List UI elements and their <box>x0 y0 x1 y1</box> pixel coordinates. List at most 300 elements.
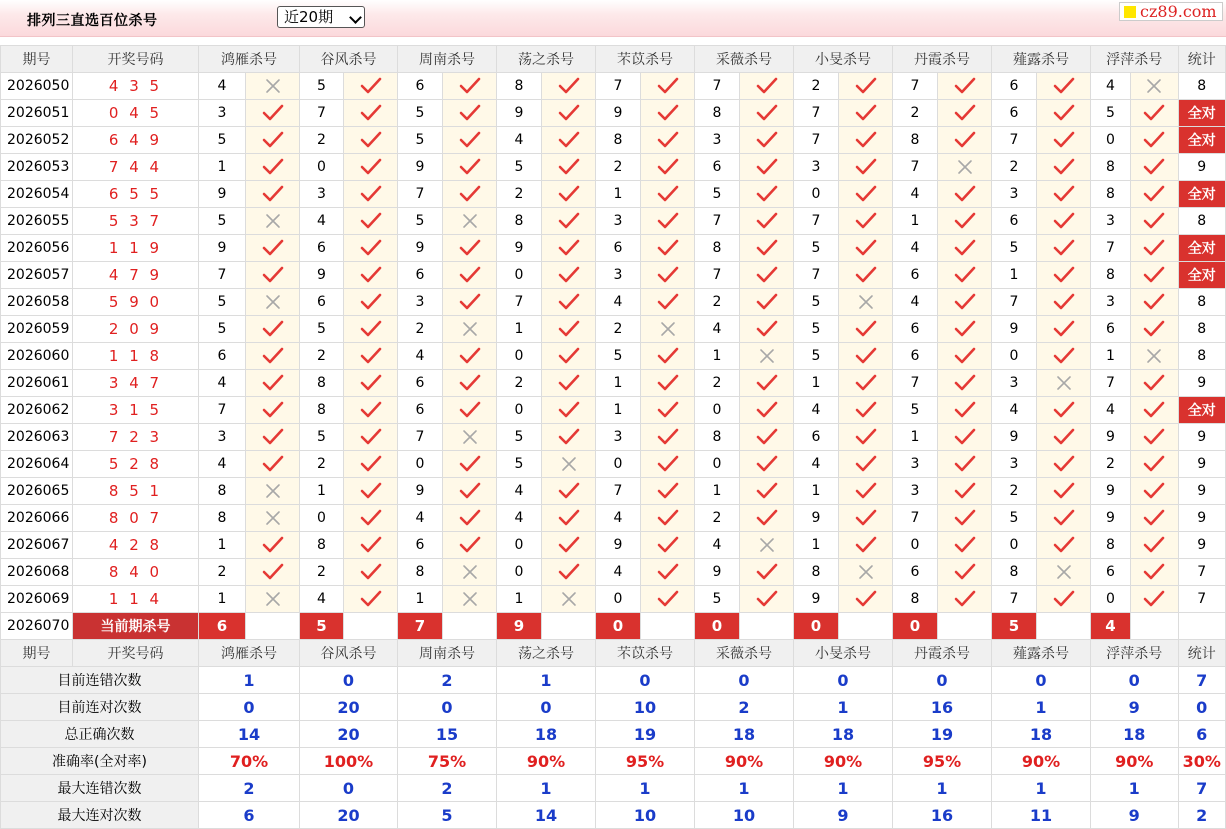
draw-cell: 5 3 7 <box>73 208 199 235</box>
check-icon <box>740 127 794 154</box>
check-icon <box>344 424 398 451</box>
summary-value: 90% <box>695 748 794 775</box>
kill-number-cell: 5 <box>794 289 839 316</box>
check-icon <box>344 289 398 316</box>
draw-cell: 3 1 5 <box>73 397 199 424</box>
kill-number-cell: 8 <box>497 208 542 235</box>
check-icon <box>246 262 300 289</box>
kill-number-cell: 5 <box>1091 100 1131 127</box>
stat-cell: 7 <box>1178 586 1226 613</box>
check-icon <box>246 451 300 478</box>
check-icon <box>839 100 893 127</box>
check-icon <box>839 424 893 451</box>
check-icon <box>641 127 695 154</box>
kill-number-cell: 9 <box>992 424 1037 451</box>
cross-icon <box>1131 343 1179 370</box>
check-icon <box>246 127 300 154</box>
check-icon <box>542 370 596 397</box>
stat-cell: 8 <box>1178 316 1226 343</box>
draw-cell: 5 9 0 <box>73 289 199 316</box>
summary-value: 0 <box>794 667 893 694</box>
summary-value: 14 <box>199 721 300 748</box>
kill-number-cell: 4 <box>398 505 443 532</box>
cross-icon <box>443 316 497 343</box>
check-icon <box>542 316 596 343</box>
check-icon <box>938 73 992 100</box>
check-icon <box>641 343 695 370</box>
kill-number-cell: 3 <box>695 127 740 154</box>
kill-number-cell: 2 <box>497 370 542 397</box>
summary-value: 0 <box>992 667 1091 694</box>
summary-row <box>1 667 1226 694</box>
summary-value: 20 <box>300 721 398 748</box>
stat-cell: 全对 <box>1178 397 1226 424</box>
check-icon <box>1037 154 1091 181</box>
summary-row <box>1 802 1226 829</box>
kill-number-cell: 8 <box>300 397 344 424</box>
table-row <box>1 343 1226 370</box>
table-row <box>1 505 1226 532</box>
chevron-down-icon <box>349 11 362 24</box>
check-icon <box>1131 316 1179 343</box>
kill-number-cell: 0 <box>497 343 542 370</box>
kill-number-cell: 8 <box>893 127 938 154</box>
current-kill-number: 6 <box>199 613 246 640</box>
cross-icon <box>443 208 497 235</box>
check-icon <box>839 235 893 262</box>
stat-cell: 全对 <box>1178 100 1226 127</box>
current-kill-number: 7 <box>398 613 443 640</box>
check-icon <box>740 235 794 262</box>
stat-cell: 8 <box>1178 343 1226 370</box>
current-kill-spacer <box>938 613 992 640</box>
summary-row <box>1 775 1226 802</box>
check-icon <box>740 424 794 451</box>
summary-value: 1 <box>992 775 1091 802</box>
table-row <box>1 532 1226 559</box>
stat-cell: 9 <box>1178 532 1226 559</box>
kill-number-cell: 1 <box>794 478 839 505</box>
kill-number-cell: 5 <box>300 73 344 100</box>
kill-number-cell: 6 <box>893 343 938 370</box>
check-icon <box>443 73 497 100</box>
draw-cell: 1 1 8 <box>73 343 199 370</box>
stat-cell: 9 <box>1178 478 1226 505</box>
check-icon <box>542 127 596 154</box>
brand-square-icon <box>1124 6 1136 18</box>
check-icon <box>740 316 794 343</box>
kill-number-cell: 9 <box>1091 505 1131 532</box>
summary-value: 14 <box>497 802 596 829</box>
kill-number-cell: 8 <box>794 559 839 586</box>
summary-value: 9 <box>794 802 893 829</box>
table-header-row <box>1 640 1226 667</box>
check-icon <box>938 127 992 154</box>
check-icon <box>740 505 794 532</box>
kill-number-cell: 5 <box>794 235 839 262</box>
kill-number-cell: 8 <box>1091 154 1131 181</box>
summary-value: 100% <box>300 748 398 775</box>
cross-icon <box>246 208 300 235</box>
check-icon <box>938 208 992 235</box>
check-icon <box>740 586 794 613</box>
kill-number-cell: 3 <box>300 181 344 208</box>
check-icon <box>344 100 398 127</box>
summary-stat: 7 <box>1178 667 1226 694</box>
kill-number-cell: 4 <box>1091 397 1131 424</box>
check-icon <box>1131 370 1179 397</box>
summary-value: 19 <box>893 721 992 748</box>
summary-value: 0 <box>1091 667 1179 694</box>
summary-row <box>1 721 1226 748</box>
current-kill-spacer <box>641 613 695 640</box>
check-icon <box>641 208 695 235</box>
summary-value: 1 <box>695 775 794 802</box>
summary-value: 19 <box>596 721 695 748</box>
current-kill-spacer <box>1131 613 1179 640</box>
summary-value: 1 <box>596 775 695 802</box>
header-expert-6: 小旻杀号 <box>794 46 893 73</box>
kill-number-cell: 1 <box>199 532 246 559</box>
check-icon <box>641 397 695 424</box>
kill-number-cell: 6 <box>695 154 740 181</box>
kill-number-cell: 5 <box>199 289 246 316</box>
kill-number-cell: 3 <box>199 100 246 127</box>
summary-value: 1 <box>893 775 992 802</box>
kill-number-cell: 6 <box>596 235 641 262</box>
kill-number-cell: 2 <box>695 370 740 397</box>
kill-number-cell: 4 <box>695 316 740 343</box>
kill-number-cell: 4 <box>695 532 740 559</box>
check-icon <box>938 397 992 424</box>
check-icon <box>246 100 300 127</box>
kill-number-cell: 4 <box>893 235 938 262</box>
kill-number-cell: 2 <box>992 478 1037 505</box>
check-icon <box>1131 586 1179 613</box>
check-icon <box>443 181 497 208</box>
current-kill-number: 0 <box>596 613 641 640</box>
check-icon <box>938 478 992 505</box>
kill-number-cell: 5 <box>199 316 246 343</box>
current-kill-spacer <box>542 613 596 640</box>
check-icon <box>839 586 893 613</box>
check-icon <box>542 208 596 235</box>
issue-cell: 2026058 <box>1 289 73 316</box>
check-icon <box>1131 100 1179 127</box>
stat-cell: 9 <box>1178 505 1226 532</box>
summary-value: 20 <box>300 694 398 721</box>
page-title: 排列三直选百位杀号 <box>27 13 158 29</box>
kill-number-cell: 2 <box>300 451 344 478</box>
check-icon <box>839 262 893 289</box>
cross-icon <box>740 532 794 559</box>
stat-cell: 全对 <box>1178 235 1226 262</box>
current-kill-spacer <box>839 613 893 640</box>
kill-number-cell: 7 <box>893 154 938 181</box>
kill-number-cell: 4 <box>596 505 641 532</box>
summary-value: 18 <box>992 721 1091 748</box>
cross-icon <box>443 586 497 613</box>
issue-cell: 2026060 <box>1 343 73 370</box>
stat-cell: 全对 <box>1178 181 1226 208</box>
draw-cell: 8 5 1 <box>73 478 199 505</box>
kill-number-cell: 0 <box>596 451 641 478</box>
cross-icon <box>839 289 893 316</box>
period-select-value: 近20期 <box>284 8 334 26</box>
check-icon <box>740 559 794 586</box>
check-icon <box>938 262 992 289</box>
check-icon <box>641 532 695 559</box>
check-icon <box>1037 424 1091 451</box>
header-expert-4: 芣苡杀号 <box>596 46 695 73</box>
summary-value: 18 <box>497 721 596 748</box>
summary-value: 18 <box>794 721 893 748</box>
summary-value: 1 <box>794 775 893 802</box>
kill-number-cell: 4 <box>300 586 344 613</box>
header-stats: 统计 <box>1178 640 1226 667</box>
kill-number-cell: 4 <box>794 451 839 478</box>
check-icon <box>740 478 794 505</box>
check-icon <box>938 289 992 316</box>
kill-number-cell: 7 <box>893 505 938 532</box>
table-row <box>1 451 1226 478</box>
header-expert-6: 小旻杀号 <box>794 640 893 667</box>
kill-number-cell: 3 <box>199 424 246 451</box>
kill-number-cell: 5 <box>794 316 839 343</box>
current-kill-spacer <box>740 613 794 640</box>
draw-cell: 5 2 8 <box>73 451 199 478</box>
summary-label: 准确率(全对率) <box>1 748 199 775</box>
header-expert-9: 浮萍杀号 <box>1091 640 1179 667</box>
kill-number-table <box>0 45 1226 829</box>
check-icon <box>938 370 992 397</box>
check-icon <box>839 532 893 559</box>
check-icon <box>740 73 794 100</box>
kill-number-cell: 6 <box>300 289 344 316</box>
check-icon <box>938 316 992 343</box>
check-icon <box>542 343 596 370</box>
check-icon <box>938 451 992 478</box>
header-expert-3: 荡之杀号 <box>497 46 596 73</box>
draw-cell: 7 2 3 <box>73 424 199 451</box>
kill-number-cell: 6 <box>893 262 938 289</box>
kill-number-cell: 5 <box>398 100 443 127</box>
period-select[interactable] <box>277 6 365 28</box>
header-expert-5: 采薇杀号 <box>695 46 794 73</box>
summary-label: 最大连错次数 <box>1 775 199 802</box>
kill-number-cell: 9 <box>596 100 641 127</box>
kill-number-cell: 7 <box>794 208 839 235</box>
kill-number-cell: 1 <box>300 478 344 505</box>
check-icon <box>344 370 398 397</box>
summary-value: 0 <box>398 694 497 721</box>
kill-number-cell: 9 <box>497 100 542 127</box>
cross-icon <box>1037 370 1091 397</box>
kill-number-cell: 8 <box>300 370 344 397</box>
kill-number-cell: 9 <box>497 235 542 262</box>
kill-number-cell: 3 <box>893 451 938 478</box>
issue-cell: 2026065 <box>1 478 73 505</box>
kill-number-cell: 8 <box>497 73 542 100</box>
kill-number-cell: 4 <box>596 289 641 316</box>
check-icon <box>938 532 992 559</box>
issue-cell: 2026055 <box>1 208 73 235</box>
summary-value: 9 <box>1091 802 1179 829</box>
check-icon <box>740 397 794 424</box>
check-icon <box>641 586 695 613</box>
stat-cell: 9 <box>1178 370 1226 397</box>
kill-number-cell: 0 <box>1091 586 1131 613</box>
check-icon <box>246 235 300 262</box>
check-icon <box>641 235 695 262</box>
kill-number-cell: 5 <box>695 586 740 613</box>
check-icon <box>542 397 596 424</box>
issue-cell: 2026050 <box>1 73 73 100</box>
check-icon <box>839 397 893 424</box>
kill-number-cell: 5 <box>497 424 542 451</box>
check-icon <box>246 559 300 586</box>
stat-cell: 8 <box>1178 73 1226 100</box>
kill-number-cell: 7 <box>794 262 839 289</box>
check-icon <box>542 262 596 289</box>
check-icon <box>740 100 794 127</box>
check-icon <box>1037 586 1091 613</box>
check-icon <box>1037 235 1091 262</box>
check-icon <box>246 532 300 559</box>
header-stats: 统计 <box>1178 46 1226 73</box>
check-icon <box>542 235 596 262</box>
kill-number-cell: 5 <box>199 127 246 154</box>
kill-number-cell: 6 <box>893 559 938 586</box>
cross-icon <box>246 586 300 613</box>
kill-number-cell: 5 <box>398 127 443 154</box>
check-icon <box>344 586 398 613</box>
kill-number-cell: 2 <box>300 127 344 154</box>
table-row <box>1 208 1226 235</box>
check-icon <box>938 181 992 208</box>
check-icon <box>542 73 596 100</box>
kill-number-cell: 6 <box>398 532 443 559</box>
table-row <box>1 586 1226 613</box>
draw-cell: 4 7 9 <box>73 262 199 289</box>
kill-number-cell: 1 <box>1091 343 1131 370</box>
kill-number-cell: 3 <box>1091 289 1131 316</box>
check-icon <box>1037 73 1091 100</box>
check-icon <box>443 235 497 262</box>
kill-number-cell: 4 <box>1091 73 1131 100</box>
check-icon <box>641 451 695 478</box>
cross-icon <box>542 586 596 613</box>
check-icon <box>1131 451 1179 478</box>
draw-cell: 8 0 7 <box>73 505 199 532</box>
check-icon <box>1131 289 1179 316</box>
check-icon <box>839 505 893 532</box>
stat-cell: 9 <box>1178 451 1226 478</box>
check-icon <box>1131 154 1179 181</box>
cross-icon <box>443 424 497 451</box>
check-icon <box>1037 127 1091 154</box>
check-icon <box>1037 289 1091 316</box>
cross-icon <box>740 343 794 370</box>
kill-number-cell: 8 <box>695 100 740 127</box>
check-icon <box>542 181 596 208</box>
kill-number-cell: 6 <box>398 370 443 397</box>
kill-number-cell: 1 <box>199 586 246 613</box>
kill-number-cell: 6 <box>992 100 1037 127</box>
check-icon <box>542 532 596 559</box>
check-icon <box>740 370 794 397</box>
kill-number-cell: 7 <box>794 127 839 154</box>
table-row <box>1 262 1226 289</box>
summary-value: 11 <box>992 802 1091 829</box>
brand-logo[interactable] <box>1119 2 1223 21</box>
kill-number-cell: 6 <box>992 73 1037 100</box>
cross-icon <box>1131 73 1179 100</box>
check-icon <box>246 424 300 451</box>
kill-number-cell: 3 <box>398 289 443 316</box>
kill-number-cell: 6 <box>893 316 938 343</box>
kill-number-cell: 5 <box>695 181 740 208</box>
summary-value: 16 <box>893 694 992 721</box>
issue-cell: 2026054 <box>1 181 73 208</box>
kill-number-cell: 6 <box>398 262 443 289</box>
summary-value: 0 <box>199 694 300 721</box>
issue-cell: 2026052 <box>1 127 73 154</box>
summary-value: 2 <box>398 775 497 802</box>
kill-number-cell: 6 <box>300 235 344 262</box>
check-icon <box>246 181 300 208</box>
table-row <box>1 424 1226 451</box>
table-row <box>1 73 1226 100</box>
kill-number-cell: 2 <box>596 154 641 181</box>
check-icon <box>740 262 794 289</box>
check-icon <box>344 208 398 235</box>
stat-cell: 8 <box>1178 289 1226 316</box>
kill-number-cell: 2 <box>497 181 542 208</box>
check-icon <box>1037 208 1091 235</box>
summary-value: 15 <box>398 721 497 748</box>
current-kill-number: 0 <box>794 613 839 640</box>
kill-number-cell: 7 <box>199 262 246 289</box>
header-expert-2: 周南杀号 <box>398 46 497 73</box>
current-kill-spacer <box>1037 613 1091 640</box>
kill-number-cell: 1 <box>398 586 443 613</box>
kill-number-cell: 0 <box>596 586 641 613</box>
kill-number-cell: 5 <box>992 505 1037 532</box>
check-icon <box>246 343 300 370</box>
header-expert-7: 丹霞杀号 <box>893 640 992 667</box>
kill-number-cell: 6 <box>1091 316 1131 343</box>
kill-number-cell: 2 <box>300 559 344 586</box>
stat-cell: 7 <box>1178 559 1226 586</box>
kill-number-cell: 7 <box>695 262 740 289</box>
cross-icon <box>246 289 300 316</box>
summary-value: 1 <box>1091 775 1179 802</box>
check-icon <box>344 505 398 532</box>
check-icon <box>641 154 695 181</box>
issue-cell: 2026069 <box>1 586 73 613</box>
current-kill-number: 0 <box>893 613 938 640</box>
kill-number-cell: 8 <box>1091 532 1131 559</box>
summary-stat: 0 <box>1178 694 1226 721</box>
check-icon <box>938 100 992 127</box>
kill-number-cell: 9 <box>398 154 443 181</box>
summary-value: 0 <box>300 775 398 802</box>
kill-number-cell: 0 <box>300 505 344 532</box>
check-icon <box>641 505 695 532</box>
kill-number-cell: 2 <box>893 100 938 127</box>
kill-number-cell: 5 <box>497 154 542 181</box>
